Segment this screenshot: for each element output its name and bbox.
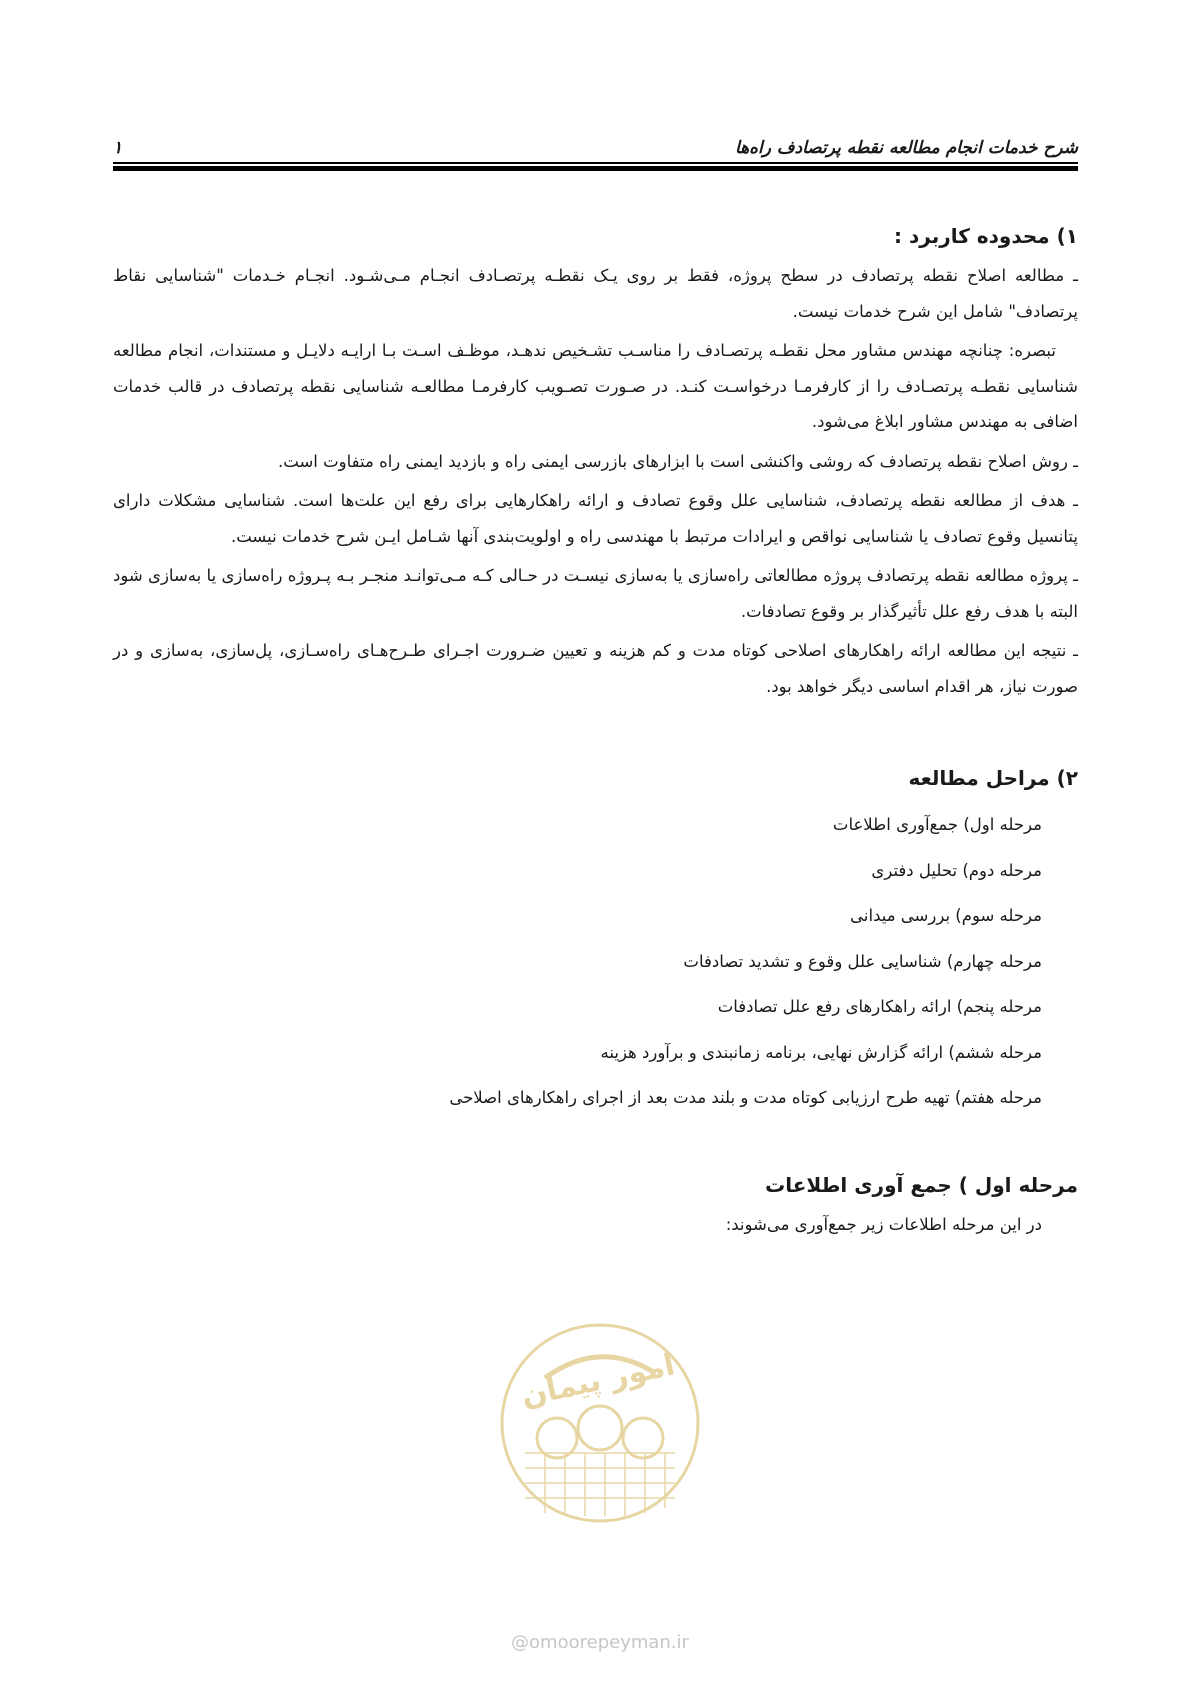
section-heading-stage-one: مرحله اول ) جمع آوری اطلاعات <box>765 1172 1078 1197</box>
list-item: مرحله سوم) بررسی میدانی <box>850 906 1042 925</box>
document-title: شرح خدمات انجام مطالعه نقطه پرتصادف راه‌ها <box>734 138 1078 158</box>
paragraph: ـ پروژه مطالعه نقطه پرتصادف پروژه مطالعاتی راه‌سازی یا به‌سازی نیسـت در حـالی کـه مـی‌توانـد منجـر بـه پـروژه راه‌سازی یا به‌سازی شود البته با هدف رفع علل تأثیرگذار بر وقوع تصادفات. <box>113 566 1078 621</box>
list-item: مرحله ششم) ارائه گزارش نهایی، برنامه زمانبندی و برآورد هزینه <box>600 1042 1042 1062</box>
watermark-url: @omoorepeyman.ir <box>511 1632 689 1653</box>
watermark-logo-text: امور پیمان <box>518 1347 678 1415</box>
page-number: ۱ <box>113 138 123 158</box>
paragraph: ـ روش اصلاح نقطه پرتصادف که روشی واکنشی است با ابزارهای بازرسی ایمنی راه و بازدید ایمنی راه متفاوت است. <box>278 451 1078 471</box>
list-item: مرحله دوم) تحلیل دفتری <box>871 860 1042 880</box>
paragraph: ـ هدف از مطالعه نقطه پرتصادف، شناسایی علل وقوع تصادف و ارائه راهکارهایی برای رفع این علت‌ها است. شناسایی مشکلات دارای پتانسیل وقوع تصادف یا شناسایی نواقص و ایرادات مرتبط با مهندسی راه و اولویت‌بندی آنها شـامل ایـن شرح خدمات نیست. <box>113 491 1078 546</box>
page-body <box>113 218 1078 1243</box>
list-item: مرحله پنجم) ارائه راهکارهای رفع علل تصادفات <box>717 997 1042 1016</box>
paragraph: تبصره: چنانچه مهندس مشاور محل نقطـه پرتصـادف را مناسـب تشـخیص ندهـد، موظـف اسـت بـا ارایـه دلایـل و مستندات، انجام مطالعه شناسایی نقطـه پرتصـادف را از کارفرمـا درخواسـت کنـد. در صـورت تصـویب کارفرمـا مطالعـه شناسایی نقطه پرتصادف در قالب خدمات اضافی به مهندس مشاور ابلاغ می‌شود. <box>113 341 1078 431</box>
stage-one-intro: در این مرحله اطلاعات زیر جمع‌آوری می‌شوند: <box>725 1214 1042 1234</box>
header-rule-thick <box>113 166 1078 171</box>
header-rule-thin <box>113 162 1078 164</box>
page-header <box>113 128 1078 158</box>
stages-list <box>113 802 1078 1121</box>
list-item: مرحله هفتم) تهیه طرح ارزیابی کوتاه مدت و بلند مدت بعد از اجرای راهکارهای اصلاحی <box>449 1088 1042 1107</box>
list-item: مرحله اول) جمع‌آوری اطلاعات <box>832 815 1042 834</box>
list-item: مرحله چهارم) شناسایی علل وقوع و تشدید تصادفات <box>683 951 1042 971</box>
paragraph: ـ نتیجه این مطالعه ارائه راهکارهای اصلاحی کوتاه مدت و کم هزینه و تعیین ضـرورت اجـرای طـرح‌هـای راه‌سـازی، پل‌سازی، به‌سازی و در صورت نیاز، هر اقدام اساسی دیگر خواهد بود. <box>113 641 1078 696</box>
section-heading-scope: ۱) محدوده کاربرد : <box>894 224 1078 248</box>
paragraph: ـ مطالعه اصلاح نقطه پرتصادف در سطح پروژه، فقط بر روی یـک نقطـه پرتصـادف انجـام مـی‌شـود. انجـام خـدمات "شناسایی نقاط پرتصادف" شامل این شرح خدمات نیست. <box>113 266 1078 321</box>
watermark-logo <box>485 1318 715 1528</box>
section-heading-stages: ۲) مراحل مطالعه <box>908 766 1078 790</box>
